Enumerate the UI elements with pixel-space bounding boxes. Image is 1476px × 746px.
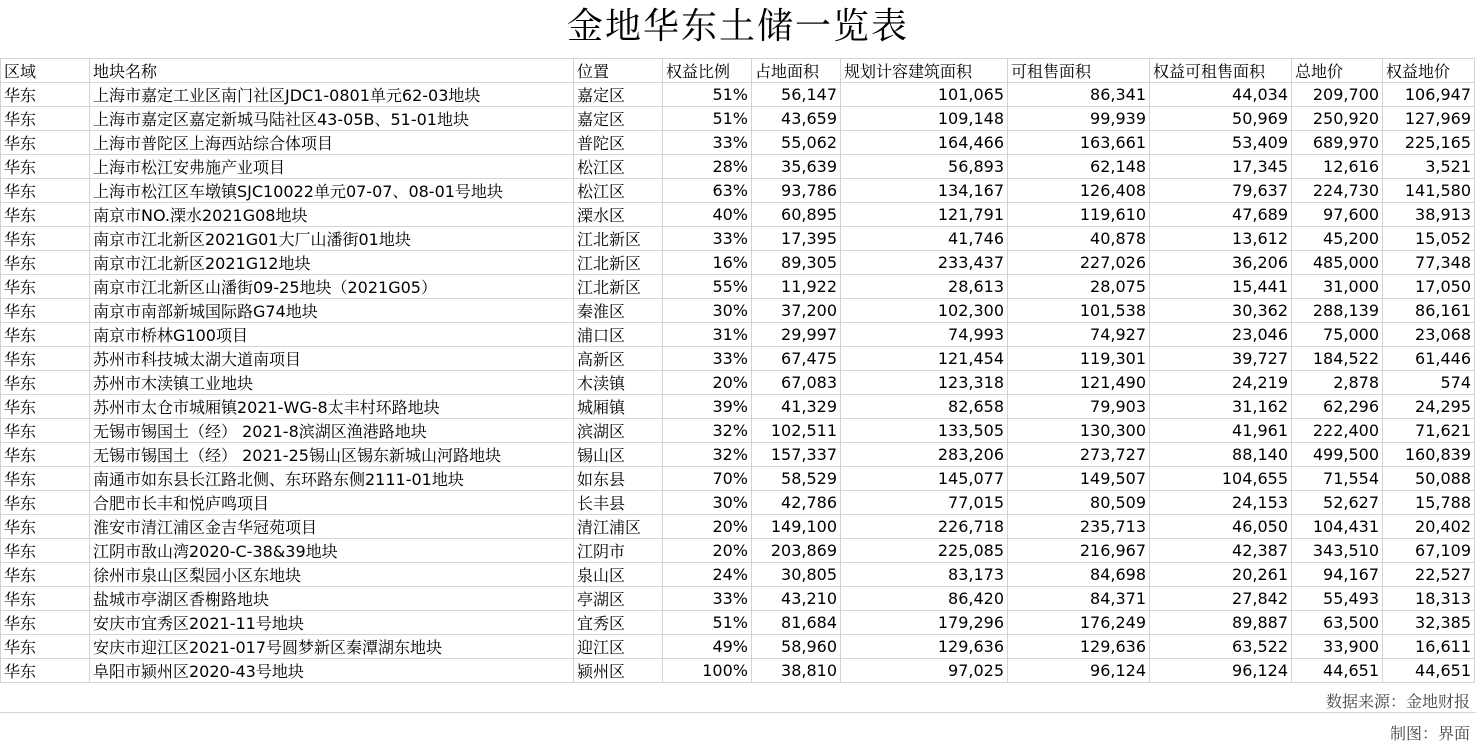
- cell-location[interactable]: 高新区: [574, 347, 663, 371]
- cell-location[interactable]: 滨湖区: [574, 419, 663, 443]
- cell-equity-saleable-area[interactable]: 15,441: [1150, 275, 1292, 299]
- cell-land-area[interactable]: 157,337: [752, 443, 841, 467]
- cell-saleable-area[interactable]: 84,698: [1008, 563, 1150, 587]
- cell-equity-saleable-area[interactable]: 53,409: [1150, 131, 1292, 155]
- cell-total-land-price[interactable]: 45,200: [1292, 227, 1383, 251]
- cell-location[interactable]: 江阴市: [574, 539, 663, 563]
- cell-planned-gfa[interactable]: 133,505: [841, 419, 1008, 443]
- cell-parcel-name[interactable]: 江阴市敔山湾2020-C-38&39地块: [90, 539, 574, 563]
- cell-total-land-price[interactable]: 44,651: [1292, 659, 1383, 683]
- cell-saleable-area[interactable]: 273,727: [1008, 443, 1150, 467]
- cell-planned-gfa[interactable]: 41,746: [841, 227, 1008, 251]
- cell-saleable-area[interactable]: 28,075: [1008, 275, 1150, 299]
- cell-region[interactable]: 华东: [1, 587, 90, 611]
- cell-equity-saleable-area[interactable]: 17,345: [1150, 155, 1292, 179]
- header-equity-saleable-area[interactable]: 权益可租售面积: [1150, 59, 1292, 83]
- cell-planned-gfa[interactable]: 97,025: [841, 659, 1008, 683]
- cell-equity-saleable-area[interactable]: 88,140: [1150, 443, 1292, 467]
- cell-location[interactable]: 普陀区: [574, 131, 663, 155]
- cell-land-area[interactable]: 149,100: [752, 515, 841, 539]
- cell-planned-gfa[interactable]: 74,993: [841, 323, 1008, 347]
- cell-parcel-name[interactable]: 南京市江北新区山潘街09-25地块（2021G05）: [90, 275, 574, 299]
- cell-planned-gfa[interactable]: 123,318: [841, 371, 1008, 395]
- cell-location[interactable]: 嘉定区: [574, 107, 663, 131]
- cell-region[interactable]: 华东: [1, 563, 90, 587]
- cell-equity-ratio[interactable]: 33%: [663, 131, 752, 155]
- cell-saleable-area[interactable]: 74,927: [1008, 323, 1150, 347]
- cell-equity-saleable-area[interactable]: 39,727: [1150, 347, 1292, 371]
- cell-equity-saleable-area[interactable]: 46,050: [1150, 515, 1292, 539]
- cell-region[interactable]: 华东: [1, 659, 90, 683]
- table-row: [1, 371, 1475, 395]
- cell-equity-saleable-area[interactable]: 44,034: [1150, 83, 1292, 107]
- cell-equity-land-price[interactable]: 15,788: [1383, 491, 1475, 515]
- cell-equity-ratio[interactable]: 70%: [663, 467, 752, 491]
- cell-total-land-price[interactable]: 2,878: [1292, 371, 1383, 395]
- cell-location[interactable]: 颍州区: [574, 659, 663, 683]
- cell-region[interactable]: 华东: [1, 395, 90, 419]
- cell-saleable-area[interactable]: 80,509: [1008, 491, 1150, 515]
- cell-location[interactable]: 城厢镇: [574, 395, 663, 419]
- cell-saleable-area[interactable]: 216,967: [1008, 539, 1150, 563]
- cell-equity-land-price[interactable]: 32,385: [1383, 611, 1475, 635]
- cell-parcel-name[interactable]: 南京市桥林G100项目: [90, 323, 574, 347]
- cell-equity-saleable-area[interactable]: 31,162: [1150, 395, 1292, 419]
- cell-parcel-name[interactable]: 上海市松江安弗施产业项目: [90, 155, 574, 179]
- cell-total-land-price[interactable]: 97,600: [1292, 203, 1383, 227]
- table-row: [1, 107, 1475, 131]
- cell-location[interactable]: 锡山区: [574, 443, 663, 467]
- cell-planned-gfa[interactable]: 233,437: [841, 251, 1008, 275]
- cell-planned-gfa[interactable]: 179,296: [841, 611, 1008, 635]
- cell-parcel-name[interactable]: 盐城市亭湖区香榭路地块: [90, 587, 574, 611]
- cell-equity-ratio[interactable]: 49%: [663, 635, 752, 659]
- table-row: [1, 467, 1475, 491]
- cell-land-area[interactable]: 35,639: [752, 155, 841, 179]
- cell-parcel-name[interactable]: 合肥市长丰和悦庐鸣项目: [90, 491, 574, 515]
- cell-region[interactable]: 华东: [1, 443, 90, 467]
- table-row: [1, 131, 1475, 155]
- cell-equity-ratio[interactable]: 100%: [663, 659, 752, 683]
- cell-total-land-price[interactable]: 250,920: [1292, 107, 1383, 131]
- cell-equity-ratio[interactable]: 28%: [663, 155, 752, 179]
- cell-land-area[interactable]: 58,529: [752, 467, 841, 491]
- cell-planned-gfa[interactable]: 28,613: [841, 275, 1008, 299]
- table-row: [1, 635, 1475, 659]
- cell-total-land-price[interactable]: 209,700: [1292, 83, 1383, 107]
- cell-region[interactable]: 华东: [1, 251, 90, 275]
- cell-planned-gfa[interactable]: 129,636: [841, 635, 1008, 659]
- cell-equity-saleable-area[interactable]: 30,362: [1150, 299, 1292, 323]
- cell-equity-ratio[interactable]: 33%: [663, 347, 752, 371]
- cell-parcel-name[interactable]: 南京市南部新城国际路G74地块: [90, 299, 574, 323]
- cell-planned-gfa[interactable]: 121,791: [841, 203, 1008, 227]
- cell-equity-saleable-area[interactable]: 24,153: [1150, 491, 1292, 515]
- table-row: [1, 323, 1475, 347]
- chart-credit-note: 制图：界面: [1389, 724, 1470, 743]
- cell-saleable-area[interactable]: 40,878: [1008, 227, 1150, 251]
- cell-region[interactable]: 华东: [1, 299, 90, 323]
- cell-equity-saleable-area[interactable]: 42,387: [1150, 539, 1292, 563]
- cell-region[interactable]: 华东: [1, 371, 90, 395]
- cell-equity-saleable-area[interactable]: 24,219: [1150, 371, 1292, 395]
- cell-parcel-name[interactable]: 苏州市太仓市城厢镇2021-WG-8太丰村环路地块: [90, 395, 574, 419]
- cell-parcel-name[interactable]: 安庆市迎江区2021-017号圆梦新区秦潭湖东地块: [90, 635, 574, 659]
- cell-land-area[interactable]: 81,684: [752, 611, 841, 635]
- header-equity-ratio[interactable]: 权益比例: [663, 59, 752, 83]
- cell-region[interactable]: 华东: [1, 467, 90, 491]
- cell-land-area[interactable]: 93,786: [752, 179, 841, 203]
- cell-total-land-price[interactable]: 485,000: [1292, 251, 1383, 275]
- cell-equity-ratio[interactable]: 32%: [663, 443, 752, 467]
- cell-land-area[interactable]: 42,786: [752, 491, 841, 515]
- cell-equity-land-price[interactable]: 574: [1383, 371, 1475, 395]
- cell-region[interactable]: 华东: [1, 611, 90, 635]
- cell-equity-land-price[interactable]: 38,913: [1383, 203, 1475, 227]
- cell-location[interactable]: 溧水区: [574, 203, 663, 227]
- header-equity-land-price[interactable]: 权益地价: [1383, 59, 1475, 83]
- cell-land-area[interactable]: 67,083: [752, 371, 841, 395]
- cell-equity-land-price[interactable]: 106,947: [1383, 83, 1475, 107]
- cell-planned-gfa[interactable]: 56,893: [841, 155, 1008, 179]
- cell-equity-ratio[interactable]: 20%: [663, 539, 752, 563]
- data-source-note: 数据来源：金地财报: [1325, 692, 1470, 711]
- cell-equity-land-price[interactable]: 24,295: [1383, 395, 1475, 419]
- cell-location[interactable]: 江北新区: [574, 227, 663, 251]
- cell-land-area[interactable]: 89,305: [752, 251, 841, 275]
- cell-equity-land-price[interactable]: 20,402: [1383, 515, 1475, 539]
- cell-saleable-area[interactable]: 86,341: [1008, 83, 1150, 107]
- table-row: [1, 155, 1475, 179]
- cell-planned-gfa[interactable]: 109,148: [841, 107, 1008, 131]
- cell-parcel-name[interactable]: 上海市普陀区上海西站综合体项目: [90, 131, 574, 155]
- table-row: [1, 611, 1475, 635]
- table-row: [1, 395, 1475, 419]
- cell-location[interactable]: 江北新区: [574, 251, 663, 275]
- cell-equity-land-price[interactable]: 160,839: [1383, 443, 1475, 467]
- cell-land-area[interactable]: 30,805: [752, 563, 841, 587]
- cell-region[interactable]: 华东: [1, 227, 90, 251]
- table-row: [1, 659, 1475, 683]
- cell-equity-land-price[interactable]: 86,161: [1383, 299, 1475, 323]
- cell-planned-gfa[interactable]: 86,420: [841, 587, 1008, 611]
- cell-region[interactable]: 华东: [1, 347, 90, 371]
- cell-total-land-price[interactable]: 63,500: [1292, 611, 1383, 635]
- cell-equity-land-price[interactable]: 18,313: [1383, 587, 1475, 611]
- cell-location[interactable]: 松江区: [574, 179, 663, 203]
- cell-land-area[interactable]: 41,329: [752, 395, 841, 419]
- cell-equity-land-price[interactable]: 61,446: [1383, 347, 1475, 371]
- cell-region[interactable]: 华东: [1, 203, 90, 227]
- cell-saleable-area[interactable]: 235,713: [1008, 515, 1150, 539]
- cell-land-area[interactable]: 29,997: [752, 323, 841, 347]
- cell-equity-saleable-area[interactable]: 23,046: [1150, 323, 1292, 347]
- cell-total-land-price[interactable]: 62,296: [1292, 395, 1383, 419]
- cell-equity-saleable-area[interactable]: 27,842: [1150, 587, 1292, 611]
- cell-land-area[interactable]: 38,810: [752, 659, 841, 683]
- cell-equity-saleable-area[interactable]: 79,637: [1150, 179, 1292, 203]
- cell-equity-land-price[interactable]: 71,621: [1383, 419, 1475, 443]
- cell-equity-saleable-area[interactable]: 104,655: [1150, 467, 1292, 491]
- cell-equity-saleable-area[interactable]: 36,206: [1150, 251, 1292, 275]
- cell-parcel-name[interactable]: 徐州市泉山区梨园小区东地块: [90, 563, 574, 587]
- header-planned-gfa[interactable]: 规划计容建筑面积: [841, 59, 1008, 83]
- cell-equity-ratio[interactable]: 20%: [663, 515, 752, 539]
- cell-planned-gfa[interactable]: 225,085: [841, 539, 1008, 563]
- cell-equity-land-price[interactable]: 23,068: [1383, 323, 1475, 347]
- cell-total-land-price[interactable]: 75,000: [1292, 323, 1383, 347]
- cell-land-area[interactable]: 11,922: [752, 275, 841, 299]
- cell-saleable-area[interactable]: 101,538: [1008, 299, 1150, 323]
- cell-total-land-price[interactable]: 288,139: [1292, 299, 1383, 323]
- cell-parcel-name[interactable]: 上海市嘉定区嘉定新城马陆社区43-05B、51-01地块: [90, 107, 574, 131]
- cell-land-area[interactable]: 17,395: [752, 227, 841, 251]
- cell-equity-ratio[interactable]: 51%: [663, 107, 752, 131]
- cell-total-land-price[interactable]: 33,900: [1292, 635, 1383, 659]
- cell-region[interactable]: 华东: [1, 155, 90, 179]
- cell-land-area[interactable]: 43,210: [752, 587, 841, 611]
- cell-planned-gfa[interactable]: 101,065: [841, 83, 1008, 107]
- cell-location[interactable]: 亭湖区: [574, 587, 663, 611]
- cell-land-area[interactable]: 60,895: [752, 203, 841, 227]
- cell-equity-ratio[interactable]: 51%: [663, 83, 752, 107]
- cell-region[interactable]: 华东: [1, 275, 90, 299]
- cell-saleable-area[interactable]: 163,661: [1008, 131, 1150, 155]
- cell-location[interactable]: 如东县: [574, 467, 663, 491]
- table-row: [1, 587, 1475, 611]
- cell-location[interactable]: 泉山区: [574, 563, 663, 587]
- cell-total-land-price[interactable]: 343,510: [1292, 539, 1383, 563]
- cell-saleable-area[interactable]: 119,610: [1008, 203, 1150, 227]
- cell-equity-land-price[interactable]: 141,580: [1383, 179, 1475, 203]
- cell-parcel-name[interactable]: 南京市江北新区2021G01大厂山潘街01地块: [90, 227, 574, 251]
- cell-location[interactable]: 嘉定区: [574, 83, 663, 107]
- cell-equity-land-price[interactable]: 22,527: [1383, 563, 1475, 587]
- cell-parcel-name[interactable]: 上海市嘉定工业区南门社区JDC1-0801单元62-03地块: [90, 83, 574, 107]
- cell-equity-ratio[interactable]: 40%: [663, 203, 752, 227]
- table-row: [1, 299, 1475, 323]
- header-total-land-price[interactable]: 总地价: [1292, 59, 1383, 83]
- cell-equity-land-price[interactable]: 127,969: [1383, 107, 1475, 131]
- cell-planned-gfa[interactable]: 226,718: [841, 515, 1008, 539]
- table-row: [1, 83, 1475, 107]
- cell-land-area[interactable]: 203,869: [752, 539, 841, 563]
- cell-planned-gfa[interactable]: 102,300: [841, 299, 1008, 323]
- cell-total-land-price[interactable]: 224,730: [1292, 179, 1383, 203]
- cell-equity-ratio[interactable]: 20%: [663, 371, 752, 395]
- divider: [0, 712, 1476, 713]
- cell-saleable-area[interactable]: 130,300: [1008, 419, 1150, 443]
- cell-land-area[interactable]: 56,147: [752, 83, 841, 107]
- cell-equity-land-price[interactable]: 15,052: [1383, 227, 1475, 251]
- header-saleable-area[interactable]: 可租售面积: [1008, 59, 1150, 83]
- table-row: [1, 443, 1475, 467]
- cell-planned-gfa[interactable]: 83,173: [841, 563, 1008, 587]
- cell-location[interactable]: 浦口区: [574, 323, 663, 347]
- cell-region[interactable]: 华东: [1, 83, 90, 107]
- cell-saleable-area[interactable]: 149,507: [1008, 467, 1150, 491]
- cell-saleable-area[interactable]: 84,371: [1008, 587, 1150, 611]
- table-row: [1, 419, 1475, 443]
- cell-parcel-name[interactable]: 南京市NO.溧水2021G08地块: [90, 203, 574, 227]
- cell-planned-gfa[interactable]: 145,077: [841, 467, 1008, 491]
- cell-parcel-name[interactable]: 阜阳市颍州区2020-43号地块: [90, 659, 574, 683]
- cell-equity-land-price[interactable]: 3,521: [1383, 155, 1475, 179]
- cell-land-area[interactable]: 43,659: [752, 107, 841, 131]
- header-row: [1, 59, 1475, 83]
- cell-region[interactable]: 华东: [1, 419, 90, 443]
- cell-equity-land-price[interactable]: 77,348: [1383, 251, 1475, 275]
- cell-region[interactable]: 华东: [1, 323, 90, 347]
- cell-location[interactable]: 江北新区: [574, 275, 663, 299]
- cell-region[interactable]: 华东: [1, 635, 90, 659]
- cell-saleable-area[interactable]: 96,124: [1008, 659, 1150, 683]
- cell-total-land-price[interactable]: 104,431: [1292, 515, 1383, 539]
- cell-location[interactable]: 迎江区: [574, 635, 663, 659]
- cell-planned-gfa[interactable]: 283,206: [841, 443, 1008, 467]
- cell-equity-ratio[interactable]: 55%: [663, 275, 752, 299]
- cell-parcel-name[interactable]: 上海市松江区车墩镇SJC10022单元07-07、08-01号地块: [90, 179, 574, 203]
- cell-region[interactable]: 华东: [1, 515, 90, 539]
- cell-equity-saleable-area[interactable]: 63,522: [1150, 635, 1292, 659]
- cell-total-land-price[interactable]: 689,970: [1292, 131, 1383, 155]
- land-reserve-table: [0, 58, 1475, 683]
- cell-region[interactable]: 华东: [1, 131, 90, 155]
- cell-region[interactable]: 华东: [1, 539, 90, 563]
- cell-equity-land-price[interactable]: 44,651: [1383, 659, 1475, 683]
- cell-equity-land-price[interactable]: 50,088: [1383, 467, 1475, 491]
- cell-equity-ratio[interactable]: 32%: [663, 419, 752, 443]
- cell-equity-ratio[interactable]: 63%: [663, 179, 752, 203]
- cell-parcel-name[interactable]: 苏州市科技城太湖大道南项目: [90, 347, 574, 371]
- table-row: [1, 251, 1475, 275]
- cell-equity-ratio[interactable]: 39%: [663, 395, 752, 419]
- cell-location[interactable]: 清江浦区: [574, 515, 663, 539]
- cell-equity-ratio[interactable]: 24%: [663, 563, 752, 587]
- table-row: [1, 203, 1475, 227]
- header-region[interactable]: 区域: [1, 59, 90, 83]
- cell-equity-ratio[interactable]: 30%: [663, 491, 752, 515]
- cell-saleable-area[interactable]: 129,636: [1008, 635, 1150, 659]
- cell-land-area[interactable]: 58,960: [752, 635, 841, 659]
- cell-saleable-area[interactable]: 99,939: [1008, 107, 1150, 131]
- cell-total-land-price[interactable]: 52,627: [1292, 491, 1383, 515]
- cell-equity-land-price[interactable]: 67,109: [1383, 539, 1475, 563]
- cell-location[interactable]: 秦淮区: [574, 299, 663, 323]
- table-row: [1, 491, 1475, 515]
- table-row: [1, 227, 1475, 251]
- cell-planned-gfa[interactable]: 82,658: [841, 395, 1008, 419]
- cell-total-land-price[interactable]: 94,167: [1292, 563, 1383, 587]
- cell-equity-saleable-area[interactable]: 47,689: [1150, 203, 1292, 227]
- cell-equity-land-price[interactable]: 225,165: [1383, 131, 1475, 155]
- cell-equity-saleable-area[interactable]: 89,887: [1150, 611, 1292, 635]
- cell-saleable-area[interactable]: 227,026: [1008, 251, 1150, 275]
- cell-total-land-price[interactable]: 499,500: [1292, 443, 1383, 467]
- cell-equity-saleable-area[interactable]: 41,961: [1150, 419, 1292, 443]
- cell-planned-gfa[interactable]: 164,466: [841, 131, 1008, 155]
- cell-equity-saleable-area[interactable]: 13,612: [1150, 227, 1292, 251]
- cell-land-area[interactable]: 37,200: [752, 299, 841, 323]
- page-title: 金地华东土储一览表: [566, 6, 909, 47]
- cell-saleable-area[interactable]: 176,249: [1008, 611, 1150, 635]
- cell-equity-land-price[interactable]: 16,611: [1383, 635, 1475, 659]
- cell-total-land-price[interactable]: 222,400: [1292, 419, 1383, 443]
- cell-region[interactable]: 华东: [1, 491, 90, 515]
- cell-parcel-name[interactable]: 无锡市锡国土（经） 2021-25锡山区锡东新城山河路地块: [90, 443, 574, 467]
- cell-location[interactable]: 木渎镇: [574, 371, 663, 395]
- cell-planned-gfa[interactable]: 121,454: [841, 347, 1008, 371]
- cell-equity-ratio[interactable]: 33%: [663, 587, 752, 611]
- cell-land-area[interactable]: 67,475: [752, 347, 841, 371]
- cell-equity-ratio[interactable]: 16%: [663, 251, 752, 275]
- cell-parcel-name[interactable]: 苏州市木渎镇工业地块: [90, 371, 574, 395]
- cell-saleable-area[interactable]: 119,301: [1008, 347, 1150, 371]
- cell-saleable-area[interactable]: 79,903: [1008, 395, 1150, 419]
- cell-equity-ratio[interactable]: 51%: [663, 611, 752, 635]
- cell-total-land-price[interactable]: 55,493: [1292, 587, 1383, 611]
- cell-parcel-name[interactable]: 安庆市宜秀区2021-11号地块: [90, 611, 574, 635]
- table-row: [1, 275, 1475, 299]
- cell-parcel-name[interactable]: 南京市江北新区2021G12地块: [90, 251, 574, 275]
- cell-planned-gfa[interactable]: 77,015: [841, 491, 1008, 515]
- cell-saleable-area[interactable]: 62,148: [1008, 155, 1150, 179]
- cell-land-area[interactable]: 55,062: [752, 131, 841, 155]
- header-location[interactable]: 位置: [574, 59, 663, 83]
- cell-equity-land-price[interactable]: 17,050: [1383, 275, 1475, 299]
- table-row: [1, 179, 1475, 203]
- cell-parcel-name[interactable]: 无锡市锡国土（经） 2021-8滨湖区渔港路地块: [90, 419, 574, 443]
- cell-parcel-name[interactable]: 淮安市清江浦区金吉华冠苑项目: [90, 515, 574, 539]
- cell-equity-ratio[interactable]: 33%: [663, 227, 752, 251]
- cell-total-land-price[interactable]: 12,616: [1292, 155, 1383, 179]
- table-row: [1, 539, 1475, 563]
- header-parcel-name[interactable]: 地块名称: [90, 59, 574, 83]
- cell-region[interactable]: 华东: [1, 107, 90, 131]
- cell-location[interactable]: 宜秀区: [574, 611, 663, 635]
- cell-equity-ratio[interactable]: 30%: [663, 299, 752, 323]
- cell-total-land-price[interactable]: 71,554: [1292, 467, 1383, 491]
- cell-region[interactable]: 华东: [1, 179, 90, 203]
- cell-equity-saleable-area[interactable]: 96,124: [1150, 659, 1292, 683]
- cell-equity-saleable-area[interactable]: 20,261: [1150, 563, 1292, 587]
- cell-total-land-price[interactable]: 184,522: [1292, 347, 1383, 371]
- cell-planned-gfa[interactable]: 134,167: [841, 179, 1008, 203]
- table-row: [1, 515, 1475, 539]
- cell-total-land-price[interactable]: 31,000: [1292, 275, 1383, 299]
- header-land-area[interactable]: 占地面积: [752, 59, 841, 83]
- cell-location[interactable]: 长丰县: [574, 491, 663, 515]
- cell-equity-ratio[interactable]: 31%: [663, 323, 752, 347]
- table-row: [1, 347, 1475, 371]
- cell-land-area[interactable]: 102,511: [752, 419, 841, 443]
- cell-saleable-area[interactable]: 126,408: [1008, 179, 1150, 203]
- cell-saleable-area[interactable]: 121,490: [1008, 371, 1150, 395]
- table-row: [1, 563, 1475, 587]
- cell-location[interactable]: 松江区: [574, 155, 663, 179]
- cell-equity-saleable-area[interactable]: 50,969: [1150, 107, 1292, 131]
- cell-parcel-name[interactable]: 南通市如东县长江路北侧、东环路东侧2111-01地块: [90, 467, 574, 491]
